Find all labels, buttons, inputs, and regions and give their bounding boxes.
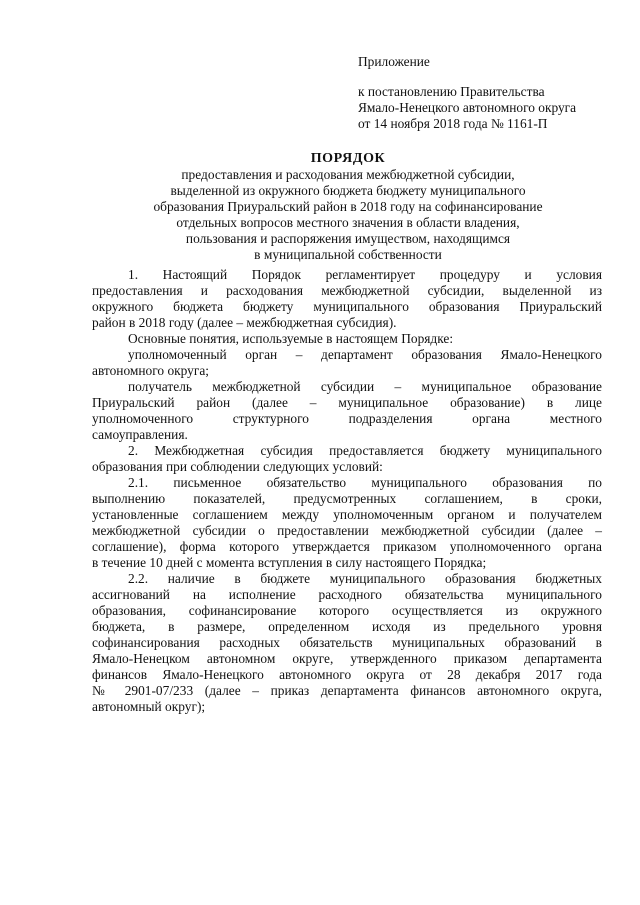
subtitle-line: образования Приуральский район в 2018 году на софинансирование: [153, 199, 543, 214]
subtitle-line: пользования и распоряжения имуществом, находящимся: [185, 231, 511, 246]
body-line: образования, софинансирование которого осуществляется из окружного: [92, 603, 602, 618]
body-line: Приуральский район (далее – муниципальное образование) в лице: [92, 395, 602, 410]
body-line: уполномоченного структурного подразделения органа местного: [92, 411, 602, 426]
subtitle-line: выделенной из окружного бюджета бюджету муниципального: [170, 183, 526, 198]
body-line: в течение 10 дней с момента вступления в силу настоящего Порядка;: [92, 555, 487, 570]
body-line: 2.2. наличие в бюджете муниципального образования бюджетных: [128, 571, 602, 586]
appendix-line: от 14 ноября 2018 года № 1161-П: [358, 116, 548, 131]
appendix-label: Приложение: [358, 54, 430, 69]
body-line: самоуправления.: [92, 427, 188, 442]
document-title: ПОРЯДОК: [310, 151, 386, 166]
body-line: 1. Настоящий Порядок регламентирует процедуру и условия: [128, 267, 602, 282]
body-line: автономный округ);: [92, 699, 206, 714]
appendix-block: [358, 54, 576, 132]
body-line: окружного бюджета бюджету муниципального образования Приуральский: [92, 299, 602, 314]
appendix-line: к постановлению Правительства: [358, 84, 545, 99]
body-line: финансов Ямало-Ненецкого автономного округа от 28 декабря 2017 года: [92, 667, 602, 682]
document-heading: [96, 150, 600, 263]
document-body: [92, 267, 602, 715]
body-line: ассигнований на исполнение расходного обязательства муниципального: [92, 587, 602, 602]
body-line: автономного округа;: [92, 363, 210, 378]
body-line: район в 2018 году (далее – межбюджетная субсидия).: [92, 315, 397, 330]
body-line: Ямало-Ненецком автономном округе, утвержденного приказом департамента: [92, 651, 602, 666]
body-line: № 2901-07/233 (далее – приказ департамента финансов автономного округа,: [92, 683, 602, 698]
document-subtitle: [96, 167, 600, 263]
body-line: установленные соглашением между уполномоченным органом и получателем: [92, 507, 602, 522]
body-line: выполнению показателей, предусмотренных соглашением, в сроки,: [92, 491, 602, 506]
body-line: соглашение), форма которого утверждается приказом уполномоченного органа: [92, 539, 602, 554]
subtitle-line: отдельных вопросов местного значения в области владения,: [176, 215, 520, 230]
subtitle-line: предоставления и расходования межбюджетной субсидии,: [181, 167, 515, 182]
body-line: получатель межбюджетной субсидии – муниципальное образование: [128, 379, 602, 394]
body-line: межбюджетной субсидии о предоставлении межбюджетной субсидии (далее –: [92, 523, 602, 538]
body-line: софинансирования расходных обязательств муниципальных образований в: [92, 635, 602, 650]
appendix-line: Ямало-Ненецкого автономного округа: [358, 100, 577, 115]
body-line: Основные понятия, используемые в настоящем Порядке:: [128, 331, 454, 346]
body-line: предоставления и расходования межбюджетной субсидии, выделенной из: [92, 283, 602, 298]
body-line: 2. Межбюджетная субсидия предоставляется бюджету муниципального: [128, 443, 602, 458]
body-line: 2.1. письменное обязательство муниципального образования по: [128, 475, 602, 490]
body-line: образования при соблюдении следующих условий:: [92, 459, 383, 474]
body-line: бюджета, в размере, определенном исходя из предельного уровня: [92, 619, 602, 634]
body-line: уполномоченный орган – департамент образования Ямало-Ненецкого: [128, 347, 602, 362]
subtitle-line: в муниципальной собственности: [254, 247, 442, 262]
